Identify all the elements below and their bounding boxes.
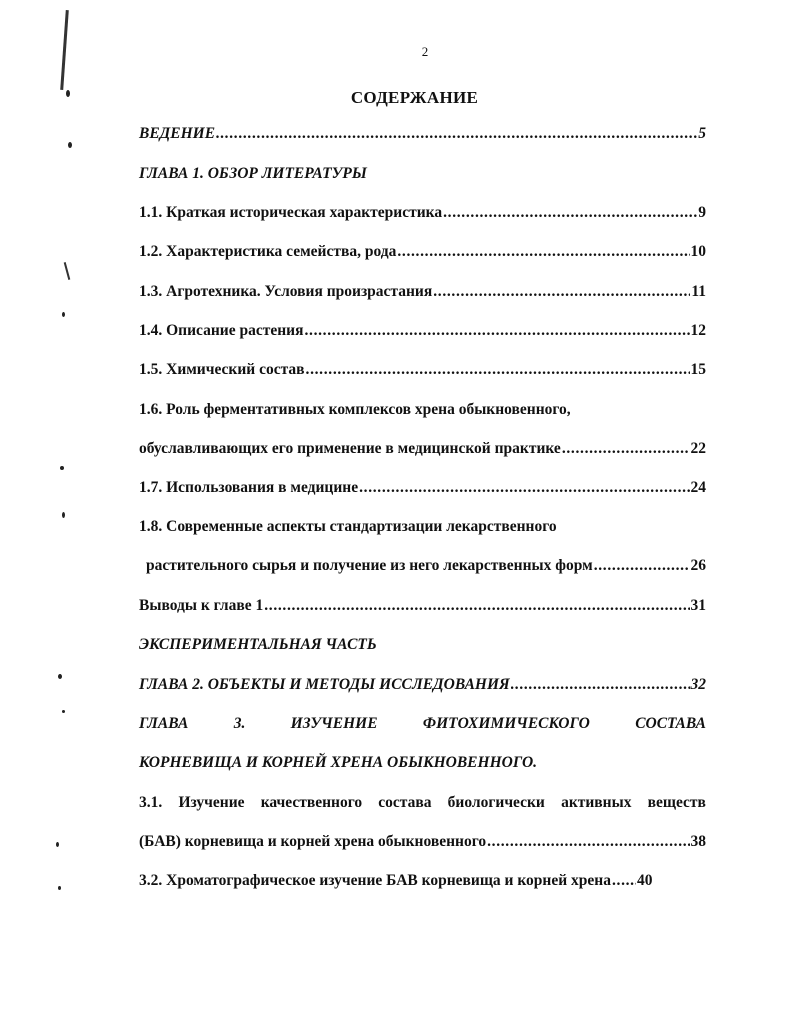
scan-scratch bbox=[64, 262, 71, 280]
toc-entry-multiline-start bbox=[139, 518, 706, 536]
toc-entry bbox=[139, 440, 706, 458]
dot-leader bbox=[359, 479, 689, 497]
toc-entry bbox=[139, 833, 706, 851]
toc-word: 3. bbox=[233, 715, 246, 732]
scan-speck bbox=[58, 886, 61, 890]
toc-entry-page: 31 bbox=[690, 597, 706, 614]
toc-entry-page: 9 bbox=[698, 204, 706, 221]
toc-entry bbox=[139, 872, 706, 890]
toc-word: ГЛАВА bbox=[139, 715, 189, 732]
toc-entry-page: 15 bbox=[690, 361, 706, 378]
dot-leader bbox=[264, 597, 689, 615]
toc-entry-label: 1.4. Описание растения bbox=[139, 322, 304, 339]
scan-speck bbox=[62, 312, 65, 317]
toc-word: Изучение bbox=[178, 794, 245, 811]
toc-entry-label: (БАВ) корневища и корней хрена обыкновенного bbox=[139, 833, 487, 850]
toc-entry bbox=[139, 243, 706, 261]
toc-chapter-1-heading bbox=[139, 165, 706, 183]
toc-word: биологически bbox=[447, 794, 545, 811]
toc-entry bbox=[139, 204, 706, 222]
scan-speck bbox=[66, 90, 70, 97]
scan-speck bbox=[62, 512, 65, 518]
toc-entry-introduction bbox=[139, 125, 706, 143]
toc-entry bbox=[139, 322, 706, 340]
toc-entry bbox=[146, 557, 706, 575]
toc-entry-page: 38 bbox=[690, 833, 706, 850]
toc-entry-label: 1.8. Современные аспекты стандартизации лекарственного bbox=[139, 518, 557, 535]
scan-scratch bbox=[60, 10, 69, 90]
toc-word: качественного bbox=[260, 794, 363, 811]
dot-leader bbox=[306, 361, 690, 379]
toc-chapter-3-heading-cont bbox=[139, 754, 706, 772]
dot-leader bbox=[562, 440, 690, 458]
toc-entry-label: 1.5. Химический состав bbox=[139, 361, 305, 378]
toc-section-heading bbox=[139, 636, 706, 654]
page-number: 2 bbox=[421, 44, 429, 59]
toc-entry-label: 1.2. Характеристика семейства, рода bbox=[139, 243, 397, 260]
dot-leader bbox=[397, 243, 689, 261]
toc-entry-label: растительного сырья и получение из него лекарственных форм bbox=[146, 557, 593, 574]
toc-entry-multiline-start bbox=[139, 401, 706, 419]
toc-entry bbox=[139, 479, 706, 497]
scan-speck bbox=[62, 710, 65, 713]
scan-speck bbox=[68, 142, 72, 148]
toc-entry-page: 10 bbox=[690, 243, 706, 260]
toc-entry-page: 32 bbox=[690, 676, 706, 693]
toc-entry-label: Выводы к главе 1 bbox=[139, 597, 264, 614]
toc-chapter-3-heading bbox=[139, 715, 706, 733]
toc-entry bbox=[139, 361, 706, 379]
dot-leader bbox=[443, 204, 697, 222]
toc-entry-page: 24 bbox=[690, 479, 706, 496]
dot-leader bbox=[487, 833, 689, 851]
toc-word: СОСТАВА bbox=[635, 715, 706, 732]
dot-leader bbox=[612, 872, 636, 890]
toc-entry-label: 1.6. Роль ферментативных комплексов хрена обыкновенного, bbox=[139, 401, 571, 418]
toc-entry-page: 12 bbox=[690, 322, 706, 339]
dot-leader bbox=[594, 557, 690, 575]
toc-entry-page: 22 bbox=[690, 440, 706, 457]
toc-entry-label: ЭКСПЕРИМЕНТАЛЬНАЯ ЧАСТЬ bbox=[139, 636, 377, 653]
toc-entry-page: 5 bbox=[698, 125, 706, 142]
toc-entry-label: 3.2. Хроматографическое изучение БАВ корневища и корней хрена bbox=[139, 872, 611, 889]
toc-word: ФИТОХИМИЧЕСКОГО bbox=[422, 715, 590, 732]
dot-leader bbox=[511, 676, 690, 694]
toc-word: веществ bbox=[647, 794, 706, 811]
toc-entry-label: ГЛАВА 2. ОБЪЕКТЫ И МЕТОДЫ ИССЛЕДОВАНИЯ bbox=[139, 676, 510, 693]
toc-entry-label: 1.7. Использования в медицине bbox=[139, 479, 359, 496]
dot-leader bbox=[304, 322, 689, 340]
dot-leader bbox=[433, 283, 690, 301]
toc-chapter-2 bbox=[139, 676, 706, 694]
toc-word: ИЗУЧЕНИЕ bbox=[290, 715, 378, 732]
toc-entry-label: 1.1. Краткая историческая характеристика bbox=[139, 204, 443, 221]
toc-entry-label: КОРНЕВИЩА И КОРНЕЙ ХРЕНА ОБЫКНОВЕННОГО. bbox=[139, 754, 538, 771]
toc-entry-multiline-start bbox=[139, 794, 706, 812]
toc-entry-label: обуславливающих его применение в медицинской практике bbox=[139, 440, 561, 457]
toc-word: активных bbox=[561, 794, 632, 811]
toc-word: состава bbox=[378, 794, 432, 811]
dot-leader bbox=[216, 125, 697, 143]
scan-speck bbox=[56, 842, 59, 847]
toc-entry-label: ГЛАВА 1. ОБЗОР ЛИТЕРАТУРЫ bbox=[139, 165, 367, 182]
toc-entry-page: 26 bbox=[690, 557, 706, 574]
scan-speck bbox=[60, 466, 64, 470]
toc-entry-label: 1.3. Агротехника. Условия произрастания bbox=[139, 283, 433, 300]
toc-entry bbox=[139, 597, 706, 615]
toc-entry bbox=[139, 283, 706, 301]
toc-entry-page: 11 bbox=[691, 283, 706, 300]
scan-speck bbox=[58, 674, 62, 679]
toc-word: 3.1. bbox=[139, 794, 163, 811]
toc-entry-page: 40 bbox=[636, 872, 653, 889]
toc-title: СОДЕРЖАНИЕ bbox=[350, 88, 479, 107]
toc-entry-label: ВЕДЕНИЕ bbox=[139, 125, 216, 142]
